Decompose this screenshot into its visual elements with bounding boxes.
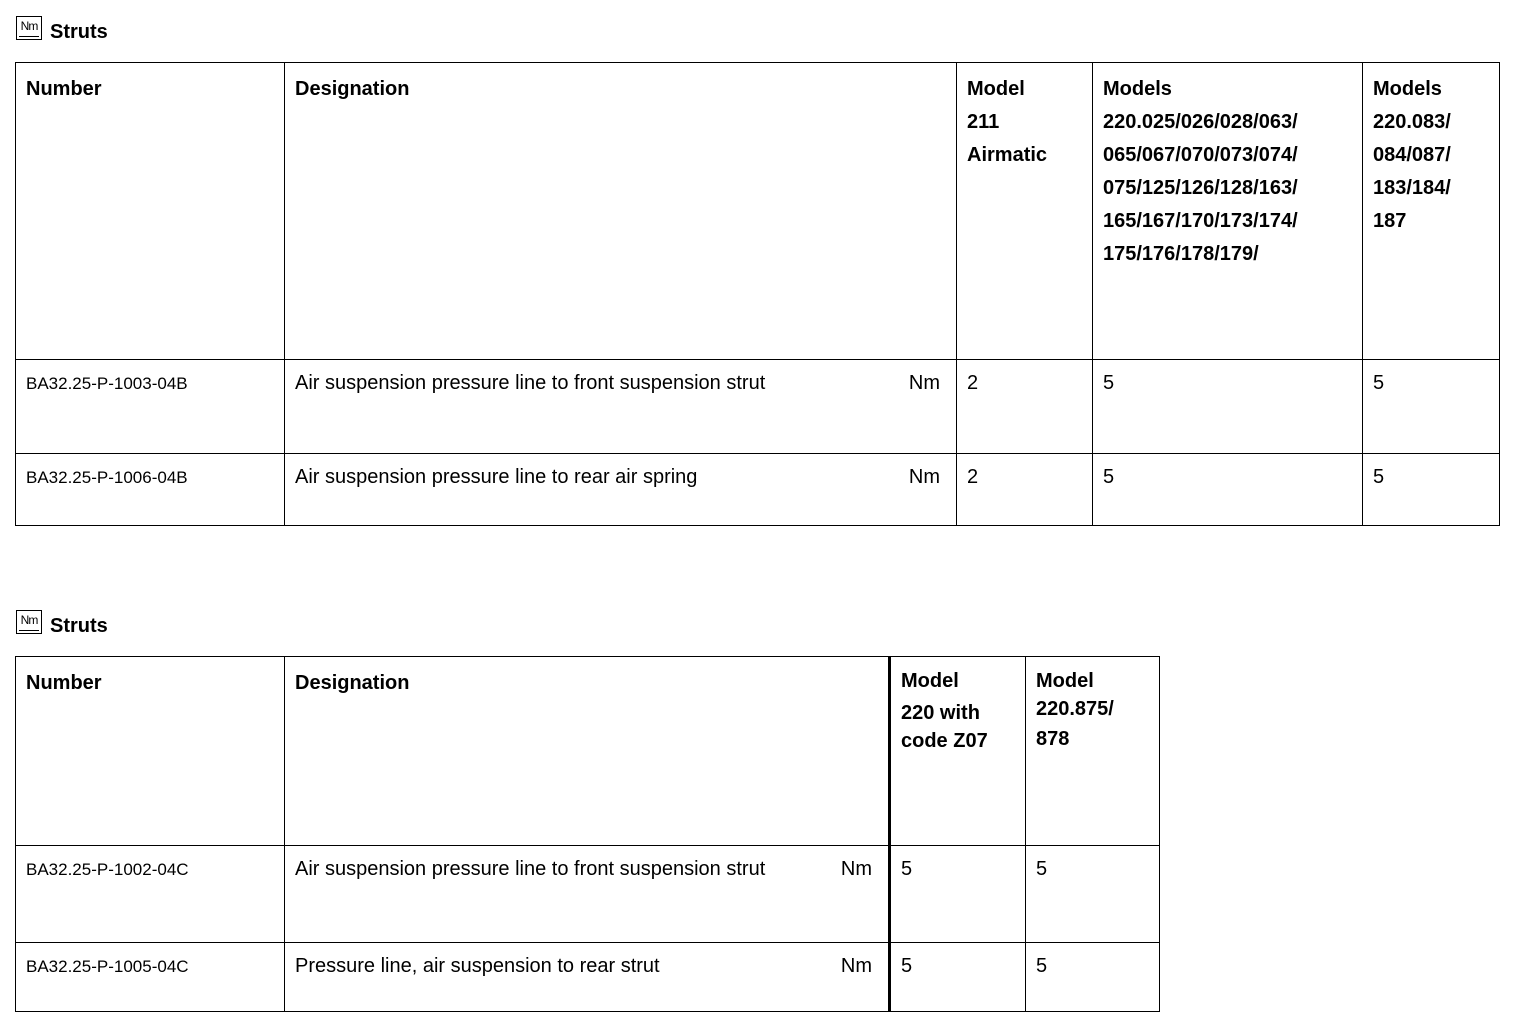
header-line: 220.083/ (1373, 111, 1451, 133)
section-title (16, 18, 108, 46)
torque-nm-icon: Nm (16, 16, 42, 40)
section-title-text: Struts (50, 614, 108, 637)
header-line: Models (1373, 78, 1442, 100)
row-value-model-220-z07: 5 (890, 846, 1026, 943)
header-line: 065/067/070/073/074/ (1103, 144, 1298, 166)
unit-label: Nm (908, 372, 940, 394)
header-model-220-875 (1026, 657, 1160, 846)
torque-table-2 (15, 656, 1160, 1012)
row-designation (285, 454, 957, 526)
header-line: Model (901, 670, 959, 692)
unit-label: Nm (908, 466, 940, 488)
header-line: 187 (1373, 210, 1407, 232)
row-value-model-211: 2 (957, 454, 1093, 526)
header-line: 220 with (901, 702, 980, 724)
header-line: 220.875/ (1036, 698, 1114, 720)
row-value-model-220-875: 5 (1026, 943, 1160, 1012)
header-line: 878 (1036, 728, 1070, 750)
header-model-220-z07 (890, 657, 1026, 846)
row-designation (285, 846, 890, 943)
header-line: 175/176/178/179/ (1103, 243, 1259, 265)
unit-label: Nm (840, 955, 872, 977)
header-number: Number (16, 63, 285, 360)
row-value-models-a: 5 (1093, 360, 1363, 454)
row-value-model-220-875: 5 (1026, 846, 1160, 943)
torque-table-1 (15, 62, 1500, 526)
header-model-211 (957, 63, 1093, 360)
row-value-models-b: 5 (1363, 360, 1500, 454)
row-number: BA32.25-P-1005-04C (16, 943, 285, 1012)
header-line: Model (1036, 670, 1094, 692)
header-line: 211 (967, 111, 1000, 133)
row-designation (285, 360, 957, 454)
table-header-row (16, 657, 1160, 846)
row-number: BA32.25-P-1006-04B (16, 454, 285, 526)
row-number: BA32.25-P-1003-04B (16, 360, 285, 454)
row-value-models-a: 5 (1093, 454, 1363, 526)
header-models-220-group-b (1363, 63, 1500, 360)
designation-text: Air suspension pressure line to front suspension strut (295, 858, 766, 880)
header-designation: Designation (285, 63, 957, 360)
section-title-text: Struts (50, 20, 108, 43)
row-value-models-b: 5 (1363, 454, 1500, 526)
table-row (16, 360, 1500, 454)
header-line: 084/087/ (1373, 144, 1451, 166)
table-header-row (16, 63, 1500, 360)
header-designation: Designation (285, 657, 890, 846)
header-line: code Z07 (901, 730, 988, 752)
row-number: BA32.25-P-1002-04C (16, 846, 285, 943)
header-line: 183/184/ (1373, 177, 1451, 199)
table-row (16, 846, 1160, 943)
header-line: 075/125/126/128/163/ (1103, 177, 1298, 199)
header-line: Model (967, 78, 1025, 100)
header-models-220-group-a (1093, 63, 1363, 360)
unit-label: Nm (840, 858, 872, 880)
header-line: 165/167/170/173/174/ (1103, 210, 1298, 232)
table-row (16, 454, 1500, 526)
torque-nm-icon: Nm (16, 610, 42, 634)
header-number: Number (16, 657, 285, 846)
section-title (16, 612, 108, 640)
header-line: 220.025/026/028/063/ (1103, 111, 1298, 133)
header-line: Models (1103, 78, 1172, 100)
table-row (16, 943, 1160, 1012)
header-line: Airmatic (967, 144, 1048, 166)
row-value-model-211: 2 (957, 360, 1093, 454)
row-designation (285, 943, 890, 1012)
designation-text: Air suspension pressure line to rear air spring (295, 466, 698, 488)
designation-text: Air suspension pressure line to front suspension strut (295, 372, 766, 394)
designation-text: Pressure line, air suspension to rear strut (295, 955, 660, 977)
row-value-model-220-z07: 5 (890, 943, 1026, 1012)
